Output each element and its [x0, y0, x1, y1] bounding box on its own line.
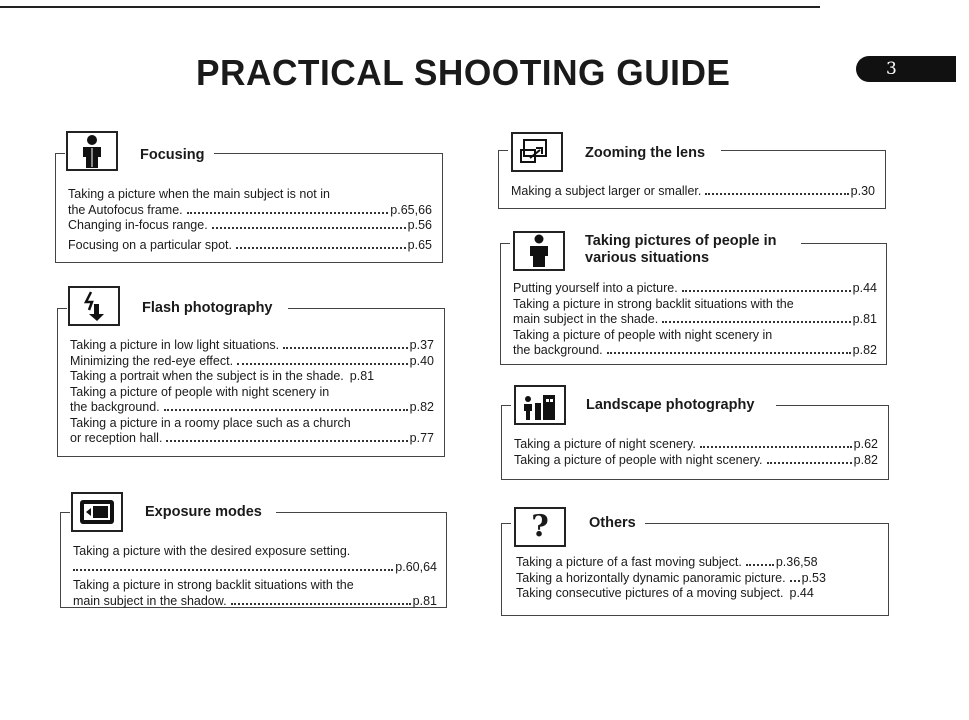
page-ref: p.81	[349, 369, 375, 383]
item-line: Taking a picture in strong backlit situations with the	[513, 296, 794, 311]
item-line: Taking a picture in strong backlit situations with the	[73, 578, 354, 592]
item-line: Taking a picture of night scenery.	[514, 437, 696, 451]
page-ref: p.30	[850, 184, 875, 198]
item-line: Focusing on a particular spot.	[68, 237, 232, 252]
page-ref: p.81	[852, 312, 877, 326]
page-ref: p.60,64	[395, 559, 437, 574]
item-line: Taking a picture in low light situations.	[70, 338, 280, 352]
section-exposure	[60, 504, 447, 608]
section-flash	[57, 300, 445, 457]
question-mark-icon: ?	[514, 507, 566, 547]
item-line: Minimizing the red-eye effect.	[70, 353, 234, 368]
page-ref: p.77	[409, 431, 434, 445]
section-others	[501, 509, 889, 616]
page-ref: p.65	[407, 237, 432, 252]
section-title: Taking pictures of people in	[585, 233, 777, 249]
page-ref: p.40	[409, 353, 434, 368]
item-line: Putting yourself into a picture.	[513, 281, 678, 295]
page-ref: p.82	[852, 343, 877, 357]
page-ref: p.44	[789, 586, 814, 600]
item-line: Changing in-focus range.	[68, 218, 208, 232]
section-focusing	[55, 147, 443, 263]
zoom-icon	[511, 132, 563, 172]
section-title: Landscape photography	[586, 397, 755, 413]
self-timer-person-icon	[513, 231, 565, 271]
exposure-mode-icon	[71, 492, 123, 532]
section-title: Zooming the lens	[585, 145, 706, 161]
section-people	[500, 233, 887, 365]
item-line: main subject in the shadow.	[73, 593, 227, 608]
item-line: Taking a horizontally dynamic panoramic picture.	[516, 570, 786, 585]
page-ref: p.36,58	[775, 555, 818, 569]
page-number-tab: 3	[856, 56, 956, 82]
item-line: the background.	[513, 343, 603, 357]
item-line: Taking a portrait when the subject is in the shade.	[70, 369, 344, 383]
item-line: Taking a picture of a fast moving subject.	[516, 555, 742, 569]
item-line: Making a subject larger or smaller.	[511, 184, 702, 198]
section-title: Others	[589, 515, 636, 531]
page-ref: p.62	[853, 437, 878, 451]
section-title: Flash photography	[142, 300, 273, 316]
page-ref: p.82	[853, 452, 878, 467]
page-ref: p.53	[801, 570, 826, 585]
item-line: Taking consecutive pictures of a moving subject.	[516, 586, 784, 600]
section-title: various situations	[585, 250, 710, 266]
flash-icon	[68, 286, 120, 326]
item-line: main subject in the shade.	[513, 312, 659, 326]
section-landscape	[501, 397, 889, 480]
item-line: Taking a picture of people with night scenery.	[514, 452, 763, 467]
landscape-icon	[514, 385, 566, 425]
item-line: Taking a picture in a roomy place such as a church	[70, 415, 351, 430]
page-ref: p.82	[409, 400, 434, 414]
item-line: the Autofocus frame.	[68, 202, 183, 217]
item-line: the background.	[70, 400, 160, 414]
person-icon	[66, 131, 118, 171]
section-zooming	[498, 145, 886, 209]
item-line: Taking a picture when the main subject is not in	[68, 187, 330, 201]
top-rule	[0, 6, 820, 8]
item-line: Taking a picture with the desired exposure setting.	[73, 544, 351, 558]
page-ref: p.56	[407, 218, 432, 232]
section-title: Focusing	[140, 147, 205, 163]
page-ref: p.81	[412, 593, 437, 608]
page-title: PRACTICAL SHOOTING GUIDE	[196, 52, 731, 93]
item-line: Taking a picture of people with night scenery in	[70, 384, 330, 399]
page-ref: p.65,66	[390, 202, 432, 217]
item-line: or reception hall.	[70, 431, 163, 445]
item-line: Taking a picture of people with night scenery in	[513, 327, 773, 342]
section-title: Exposure modes	[145, 504, 262, 520]
page-ref: p.37	[409, 338, 434, 352]
page-ref: p.44	[852, 281, 877, 295]
